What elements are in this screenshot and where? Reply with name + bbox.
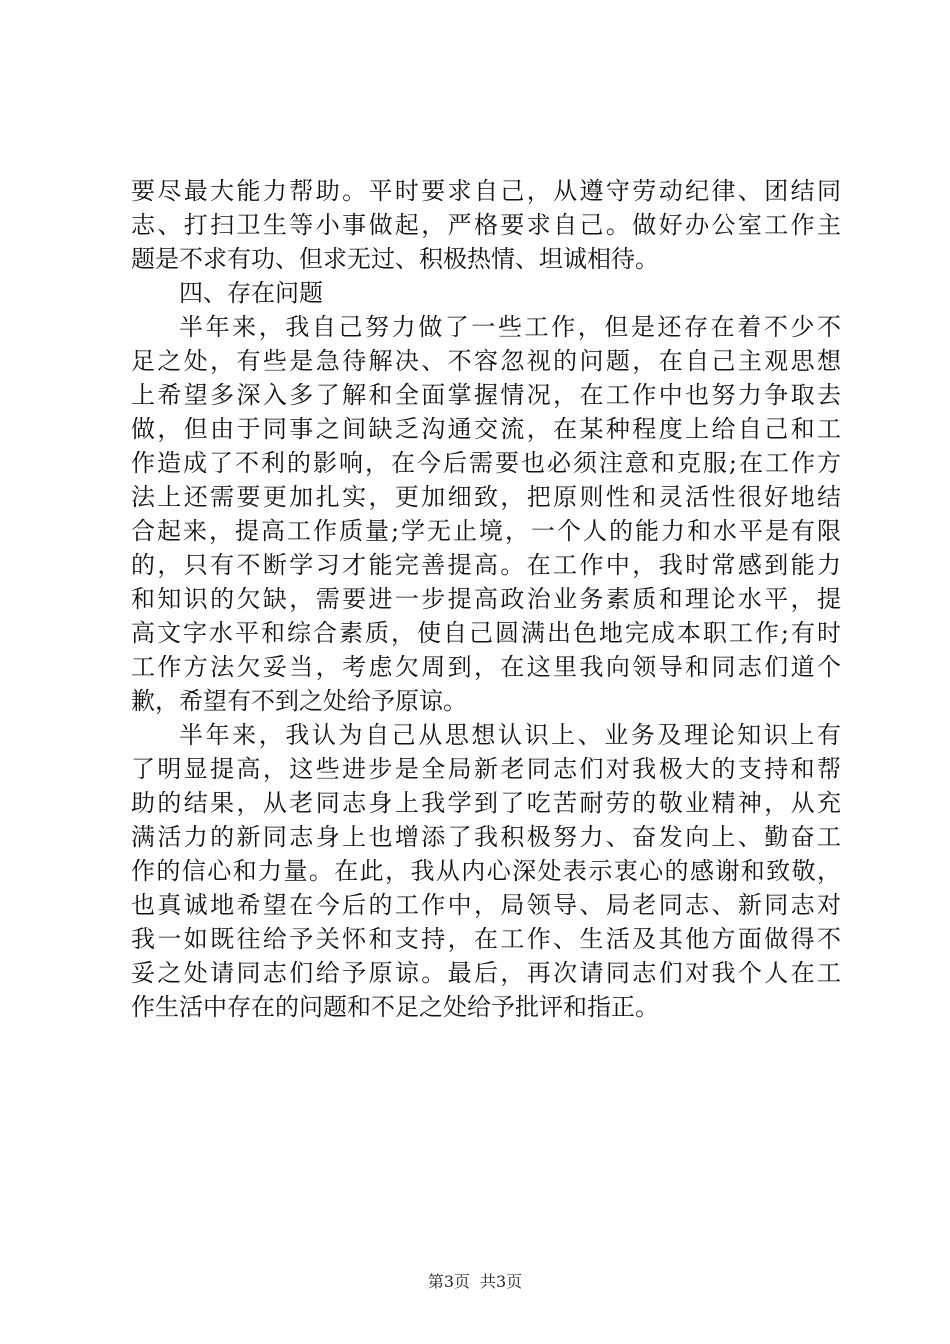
text-line: 半年来，我自己努力做了一些工作，但是还存在着不少不 bbox=[179, 313, 841, 341]
text-line: 志、打扫卫生等小事做起，严格要求自己。做好办公室工作主 bbox=[131, 211, 841, 239]
text-line: 上希望多深入多了解和全面掌握情况，在工作中也努力争取去 bbox=[131, 381, 841, 409]
text-line: 半年来，我认为自己从思想认识上、业务及理论知识上有 bbox=[179, 721, 841, 749]
paragraph-problems bbox=[131, 310, 841, 718]
text-line: 法上还需要更加扎实，更加细致，把原则性和灵活性很好地结 bbox=[131, 483, 841, 511]
text-line: 的，只有不断学习才能完善提高。在工作中，我时常感到能力 bbox=[131, 551, 841, 579]
page-footer bbox=[0, 1272, 950, 1292]
section-heading: 四、存在问题 bbox=[179, 279, 323, 307]
text-line: 我一如既往给予关怀和支持，在工作、生活及其他方面做得不 bbox=[131, 925, 841, 953]
text-line: 作造成了不利的影响，在今后需要也必须注意和克服;在工作方 bbox=[131, 449, 841, 477]
text-line: 要尽最大能力帮助。平时要求自己，从遵守劳动纪律、团结同 bbox=[131, 177, 841, 205]
text-line: 和知识的欠缺，需要进一步提高政治业务素质和理论水平，提 bbox=[131, 585, 841, 613]
document-body bbox=[131, 174, 841, 1024]
page-total: 共3页 bbox=[480, 1272, 523, 1291]
text-line: 作生活中存在的问题和不足之处给予批评和指正。 bbox=[131, 993, 659, 1021]
paragraph-thanks bbox=[131, 718, 841, 1024]
text-line: 满活力的新同志身上也增添了我积极努力、奋发向上、勤奋工 bbox=[131, 823, 841, 851]
text-line: 题是不求有功、但求无过、积极热情、坦诚相待。 bbox=[131, 245, 659, 273]
text-line: 作的信心和力量。在此，我从内心深处表示衷心的感谢和致敬， bbox=[131, 857, 841, 885]
text-line: 足之处，有些是急待解决、不容忽视的问题，在自己主观思想 bbox=[131, 347, 841, 375]
page-number: 第3页 bbox=[427, 1272, 470, 1291]
text-line: 也真诚地希望在今后的工作中，局领导、局老同志、新同志对 bbox=[131, 891, 841, 919]
paragraph-continued bbox=[131, 174, 841, 276]
text-line: 妥之处请同志们给予原谅。最后，再次请同志们对我个人在工 bbox=[131, 959, 841, 987]
text-line: 助的结果，从老同志身上我学到了吃苦耐劳的敬业精神，从充 bbox=[131, 789, 841, 817]
text-line: 做，但由于同事之间缺乏沟通交流，在某种程度上给自己和工 bbox=[131, 415, 841, 443]
text-line: 了明显提高，这些进步是全局新老同志们对我极大的支持和帮 bbox=[131, 755, 841, 783]
text-line: 高文字水平和综合素质，使自己圆满出色地完成本职工作;有时 bbox=[131, 619, 841, 647]
text-line: 歉，希望有不到之处给予原谅。 bbox=[131, 687, 467, 715]
text-line: 合起来，提高工作质量;学无止境，一个人的能力和水平是有限 bbox=[131, 517, 841, 545]
text-line: 工作方法欠妥当，考虑欠周到，在这里我向领导和同志们道个 bbox=[131, 653, 841, 681]
